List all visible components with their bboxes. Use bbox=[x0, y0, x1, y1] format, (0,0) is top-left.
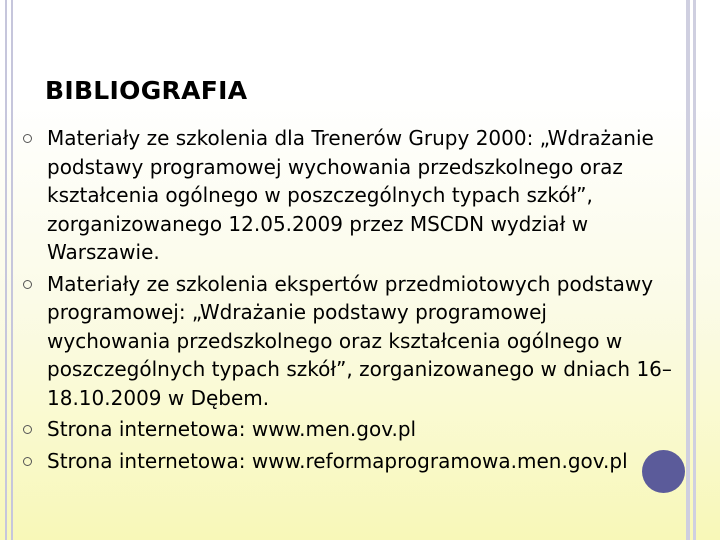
slide-title: BIBLIOGRAFIA bbox=[45, 76, 248, 105]
hollow-circle-bullet-icon bbox=[23, 280, 32, 289]
bibliography-item bbox=[23, 415, 673, 444]
hollow-circle-bullet-icon bbox=[23, 457, 32, 466]
bibliography-item-text: Strona internetowa: www.men.gov.pl bbox=[47, 417, 417, 441]
bibliography-item bbox=[23, 447, 673, 476]
right-border-line-inner bbox=[686, 0, 690, 540]
bibliography-item bbox=[23, 270, 673, 413]
left-border-line-outer bbox=[5, 0, 7, 540]
bibliography-item-text: Strona internetowa: www.reformaprogramowa.men.gov.pl bbox=[47, 448, 628, 473]
left-border-line-inner bbox=[11, 0, 13, 540]
bibliography-item bbox=[23, 124, 673, 267]
decorative-circle-icon bbox=[642, 450, 685, 493]
right-border-line-outer bbox=[693, 0, 696, 540]
hollow-circle-bullet-icon bbox=[23, 134, 32, 143]
hollow-circle-bullet-icon bbox=[23, 425, 32, 434]
bibliography-list bbox=[23, 124, 673, 478]
bibliography-item-text: Materiały ze szkolenia dla Trenerów Grupy 2000: „Wdrażanie podstawy programowej wychowania przedszkolnego oraz kształcenia ogólnego w poszczególnych typach szkół”, zorganizowanego 12.05.2009 przez MSCDN wydział w Warszawie. bbox=[47, 126, 654, 264]
bibliography-item-text: Materiały ze szkolenia ekspertów przedmiotowych podstawy programowej: „Wdrażanie podstawy programowej wychowania przedszkolnego oraz kształcenia ogólnego w poszczególnych typach szkół”, zorganizowanego w dniach 16–18.10.2009 w Dębem. bbox=[47, 271, 672, 410]
